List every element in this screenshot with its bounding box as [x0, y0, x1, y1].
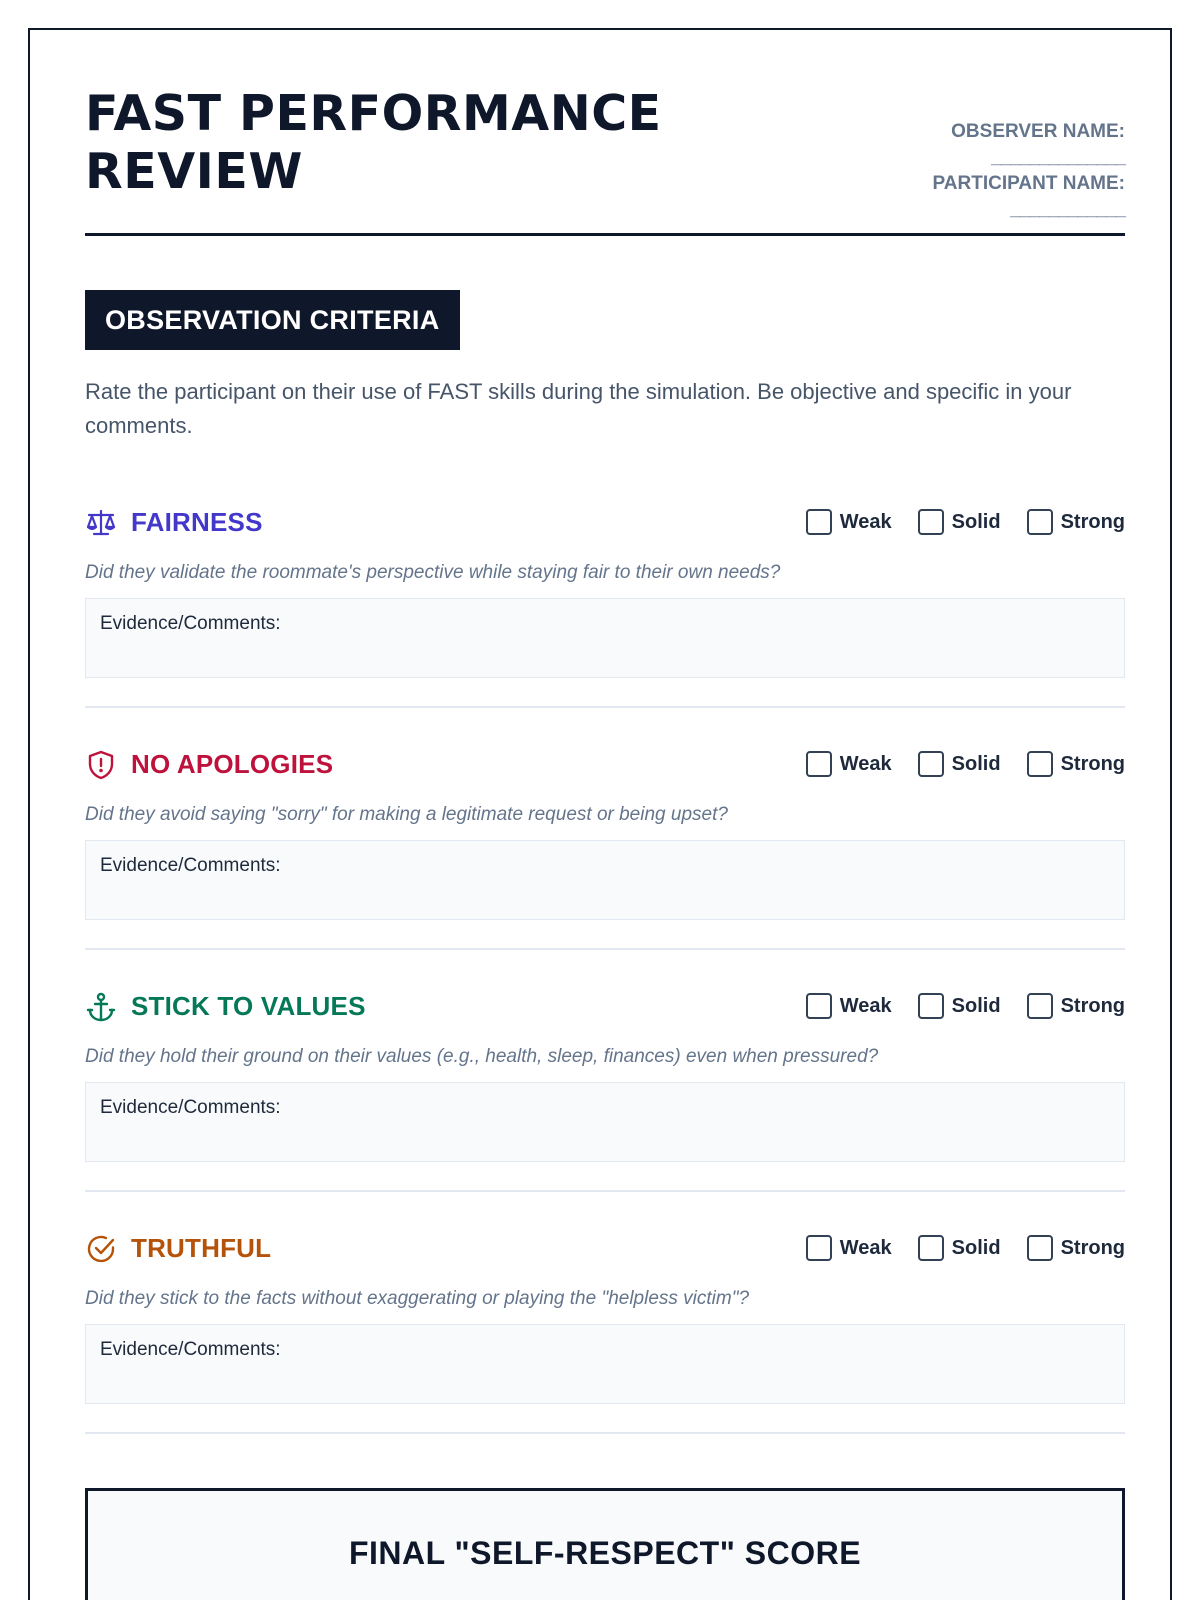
section-heading: OBSERVATION CRITERIA — [85, 290, 460, 350]
rating-weak[interactable] — [806, 509, 892, 535]
rating-checkbox[interactable] — [1027, 751, 1053, 777]
rating-solid[interactable] — [918, 993, 1001, 1019]
rating-strong[interactable] — [1027, 993, 1125, 1019]
evidence-comments-box[interactable] — [85, 1324, 1125, 1404]
criterion-question: Did they validate the roommate's perspective while staying fair to their own needs? — [85, 562, 781, 583]
criterion-divider — [85, 948, 1125, 950]
rating-label: Strong — [1060, 510, 1125, 533]
rating-checkbox[interactable] — [806, 1235, 832, 1261]
review-sheet — [28, 28, 1172, 1600]
participant-name-label: PARTICIPANT NAME: — [932, 173, 1125, 194]
anchor-icon — [85, 991, 117, 1023]
evidence-label: Evidence/Comments: — [100, 855, 281, 876]
observer-name-label: OBSERVER NAME: — [951, 121, 1125, 142]
evidence-label: Evidence/Comments: — [100, 1339, 281, 1360]
evidence-comments-box[interactable] — [85, 598, 1125, 678]
rating-label: Solid — [951, 1236, 1001, 1259]
final-score-title: FINAL "SELF-RESPECT" SCORE — [348, 1535, 862, 1571]
rating-label: Strong — [1060, 752, 1125, 775]
criterion-stick-to-values — [85, 986, 1125, 1228]
rating-checkbox[interactable] — [918, 1235, 944, 1261]
rating-strong[interactable] — [1027, 1235, 1125, 1261]
rating-solid[interactable] — [918, 509, 1001, 535]
rating-group — [806, 1234, 1125, 1262]
criterion-header — [85, 502, 1125, 542]
rating-label: Solid — [951, 752, 1001, 775]
rating-strong[interactable] — [1027, 509, 1125, 535]
rating-checkbox[interactable] — [1027, 1235, 1053, 1261]
rating-checkbox[interactable] — [1027, 509, 1053, 535]
criterion-truthful — [85, 1228, 1125, 1470]
evidence-comments-box[interactable] — [85, 1082, 1125, 1162]
evidence-comments-box[interactable] — [85, 840, 1125, 920]
criterion-question: Did they stick to the facts without exaggerating or playing the "helpless victim"? — [85, 1288, 750, 1309]
rating-label: Weak — [839, 994, 892, 1017]
rating-group — [806, 508, 1125, 536]
rating-checkbox[interactable] — [918, 993, 944, 1019]
page-header — [85, 85, 1125, 235]
observer-name-field[interactable]: ______________ — [991, 147, 1125, 168]
rating-label: Solid — [951, 510, 1001, 533]
criterion-divider — [85, 1190, 1125, 1192]
rating-solid[interactable] — [918, 1235, 1001, 1261]
criterion-title: STICK TO VALUES — [131, 991, 366, 1021]
rating-label: Weak — [839, 1236, 892, 1259]
criterion-header — [85, 986, 1125, 1026]
participant-name-field[interactable]: ____________ — [1010, 199, 1125, 220]
rating-label: Weak — [839, 752, 892, 775]
rating-weak[interactable] — [806, 751, 892, 777]
check-circle-icon — [85, 1233, 117, 1265]
rating-label: Solid — [951, 994, 1001, 1017]
criterion-question: Did they hold their ground on their values (e.g., health, sleep, finances) even when pressured? — [85, 1046, 879, 1067]
rating-solid[interactable] — [918, 751, 1001, 777]
name-fields — [805, 120, 1125, 224]
criterion-title: FAIRNESS — [131, 507, 263, 537]
criterion-fairness — [85, 502, 1125, 744]
rating-checkbox[interactable] — [1027, 993, 1053, 1019]
evidence-label: Evidence/Comments: — [100, 1097, 281, 1118]
page-title: FAST PERFORMANCE REVIEW — [85, 85, 662, 200]
rating-strong[interactable] — [1027, 751, 1125, 777]
rating-label: Weak — [839, 510, 892, 533]
rating-label: Strong — [1060, 994, 1125, 1017]
shield-alert-icon — [85, 749, 117, 781]
rating-group — [806, 750, 1125, 778]
rating-group — [806, 992, 1125, 1020]
evidence-label: Evidence/Comments: — [100, 613, 281, 634]
header-divider — [85, 233, 1125, 236]
criterion-divider — [85, 706, 1125, 708]
criterion-title: NO APOLOGIES — [131, 749, 334, 779]
rating-weak[interactable] — [806, 1235, 892, 1261]
criterion-divider — [85, 1432, 1125, 1434]
rating-checkbox[interactable] — [806, 993, 832, 1019]
criterion-header — [85, 1228, 1125, 1268]
rating-weak[interactable] — [806, 993, 892, 1019]
final-score-box — [85, 1488, 1125, 1600]
criterion-title: TRUTHFUL — [131, 1233, 272, 1263]
section-intro: Rate the participant on their use of FAST skills during the simulation. Be objective and specific in your comments. — [85, 379, 1072, 438]
scale-icon — [85, 507, 117, 539]
criterion-header — [85, 744, 1125, 784]
criterion-no-apologies — [85, 744, 1125, 986]
rating-checkbox[interactable] — [918, 751, 944, 777]
rating-checkbox[interactable] — [918, 509, 944, 535]
rating-label: Strong — [1060, 1236, 1125, 1259]
rating-checkbox[interactable] — [806, 751, 832, 777]
criterion-question: Did they avoid saying "sorry" for making a legitimate request or being upset? — [85, 804, 728, 825]
rating-checkbox[interactable] — [806, 509, 832, 535]
